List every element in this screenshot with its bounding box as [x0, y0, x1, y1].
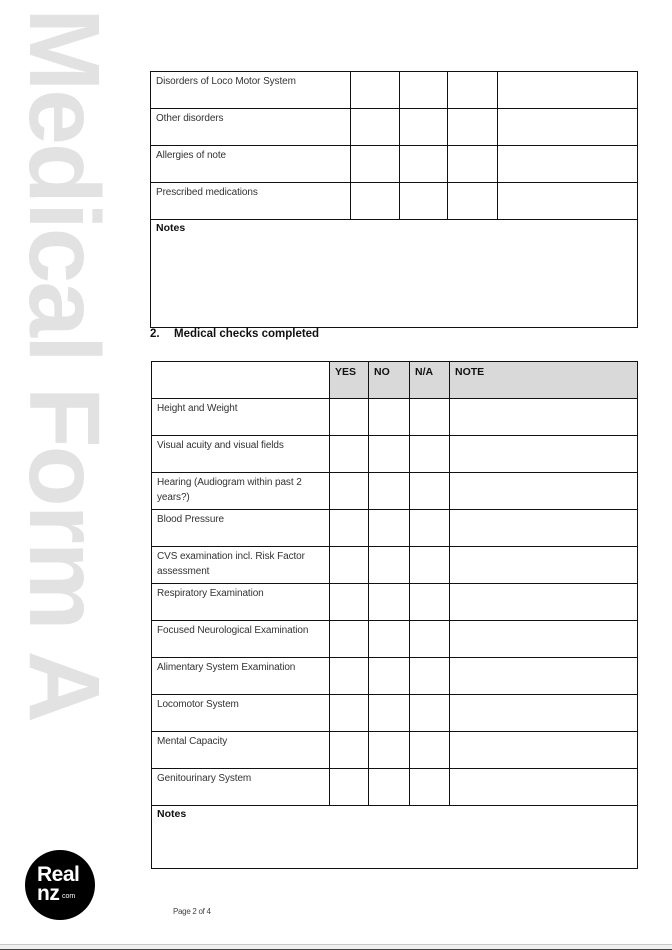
table-row: [152, 769, 638, 806]
row-label: Hearing (Audiogram within past 2 years?): [152, 473, 330, 510]
header-na: N/A: [410, 362, 450, 399]
row-label: Visual acuity and visual fields: [152, 436, 330, 473]
yes-cell[interactable]: [330, 658, 369, 695]
yes-cell[interactable]: [330, 436, 369, 473]
na-cell[interactable]: [410, 769, 450, 806]
row-label: Locomotor System: [152, 695, 330, 732]
na-cell[interactable]: [410, 732, 450, 769]
yes-cell[interactable]: [351, 146, 400, 183]
table-header-row: [152, 362, 638, 399]
table-row: [152, 621, 638, 658]
table-row: [152, 436, 638, 473]
no-cell[interactable]: [369, 399, 410, 436]
yes-cell[interactable]: [330, 510, 369, 547]
row-label: Focused Neurological Examination: [152, 621, 330, 658]
page-number: Page 2 of 4: [173, 907, 211, 916]
table-row: [151, 109, 638, 146]
viewer-bottom-edge: [0, 944, 672, 950]
row-label: Disorders of Loco Motor System: [151, 72, 351, 109]
row-label: Mental Capacity: [152, 732, 330, 769]
row-label: Genitourinary System: [152, 769, 330, 806]
row-label: Alimentary System Examination: [152, 658, 330, 695]
note-cell[interactable]: [450, 473, 638, 510]
no-cell[interactable]: [369, 584, 410, 621]
section-heading: [150, 328, 319, 340]
no-cell[interactable]: [369, 658, 410, 695]
note-cell[interactable]: [498, 109, 638, 146]
table-row: [152, 584, 638, 621]
no-cell[interactable]: [369, 547, 410, 584]
notes-label: Notes: [157, 808, 187, 820]
note-cell[interactable]: [450, 584, 638, 621]
yes-cell[interactable]: [330, 732, 369, 769]
na-cell[interactable]: [410, 510, 450, 547]
yes-cell[interactable]: [330, 695, 369, 732]
note-cell[interactable]: [498, 183, 638, 220]
na-cell[interactable]: [448, 183, 498, 220]
table-row: [152, 547, 638, 584]
na-cell[interactable]: [410, 695, 450, 732]
no-cell[interactable]: [369, 621, 410, 658]
row-label: Prescribed medications: [151, 183, 351, 220]
note-cell[interactable]: [450, 436, 638, 473]
na-cell[interactable]: [448, 109, 498, 146]
yes-cell[interactable]: [330, 621, 369, 658]
no-cell[interactable]: [369, 769, 410, 806]
row-label: Other disorders: [151, 109, 351, 146]
header-note: NOTE: [450, 362, 638, 399]
note-cell[interactable]: [450, 547, 638, 584]
logo-line1: Real: [37, 863, 80, 886]
note-cell[interactable]: [450, 732, 638, 769]
table-row: [152, 658, 638, 695]
note-cell[interactable]: [450, 399, 638, 436]
notes-row: [151, 220, 638, 328]
header-blank: [152, 362, 330, 399]
yes-cell[interactable]: [330, 769, 369, 806]
section-title: Medical checks completed: [174, 328, 320, 340]
note-cell[interactable]: [498, 146, 638, 183]
row-label: CVS examination incl. Risk Factor assessment: [152, 547, 330, 584]
table-row: [151, 183, 638, 220]
na-cell[interactable]: [410, 399, 450, 436]
no-cell[interactable]: [369, 510, 410, 547]
header-no: NO: [369, 362, 410, 399]
note-cell[interactable]: [450, 621, 638, 658]
no-cell[interactable]: [400, 109, 448, 146]
note-cell[interactable]: [450, 510, 638, 547]
table-row: [152, 510, 638, 547]
table-row: [152, 473, 638, 510]
header-yes: YES: [330, 362, 369, 399]
watermark: [8, 8, 120, 738]
no-cell[interactable]: [400, 72, 448, 109]
table-row: [151, 146, 638, 183]
na-cell[interactable]: [410, 621, 450, 658]
na-cell[interactable]: [410, 547, 450, 584]
note-cell[interactable]: [450, 769, 638, 806]
table-row: [151, 72, 638, 109]
notes-label: Notes: [156, 222, 186, 234]
section-number: 2.: [150, 328, 160, 340]
notes-row: [152, 806, 638, 869]
conditions-table: [150, 71, 638, 328]
no-cell[interactable]: [369, 436, 410, 473]
notes-field[interactable]: [151, 220, 638, 328]
note-cell[interactable]: [498, 72, 638, 109]
logo-line2: nz: [37, 882, 60, 905]
row-label: Allergies of note: [151, 146, 351, 183]
medical-checks-table: [151, 361, 638, 869]
watermark-text: Medical Form A: [8, 8, 120, 721]
no-cell[interactable]: [400, 183, 448, 220]
note-cell[interactable]: [450, 658, 638, 695]
table-row: [152, 399, 638, 436]
yes-cell[interactable]: [330, 547, 369, 584]
yes-cell[interactable]: [330, 399, 369, 436]
row-label: Respiratory Examination: [152, 584, 330, 621]
no-cell[interactable]: [369, 473, 410, 510]
row-label: Blood Pressure: [152, 510, 330, 547]
logo-suffix: com: [62, 893, 76, 900]
na-cell[interactable]: [410, 436, 450, 473]
note-cell[interactable]: [450, 695, 638, 732]
no-cell[interactable]: [369, 695, 410, 732]
na-cell[interactable]: [410, 584, 450, 621]
yes-cell[interactable]: [351, 109, 400, 146]
row-label: Height and Weight: [152, 399, 330, 436]
yes-cell[interactable]: [330, 473, 369, 510]
table-row: [152, 732, 638, 769]
no-cell[interactable]: [369, 732, 410, 769]
na-cell[interactable]: [448, 146, 498, 183]
realnz-logo: [25, 850, 95, 920]
na-cell[interactable]: [410, 658, 450, 695]
yes-cell[interactable]: [330, 584, 369, 621]
na-cell[interactable]: [448, 72, 498, 109]
no-cell[interactable]: [400, 146, 448, 183]
yes-cell[interactable]: [351, 183, 400, 220]
yes-cell[interactable]: [351, 72, 400, 109]
table-row: [152, 695, 638, 732]
notes-field[interactable]: [152, 806, 638, 869]
na-cell[interactable]: [410, 473, 450, 510]
